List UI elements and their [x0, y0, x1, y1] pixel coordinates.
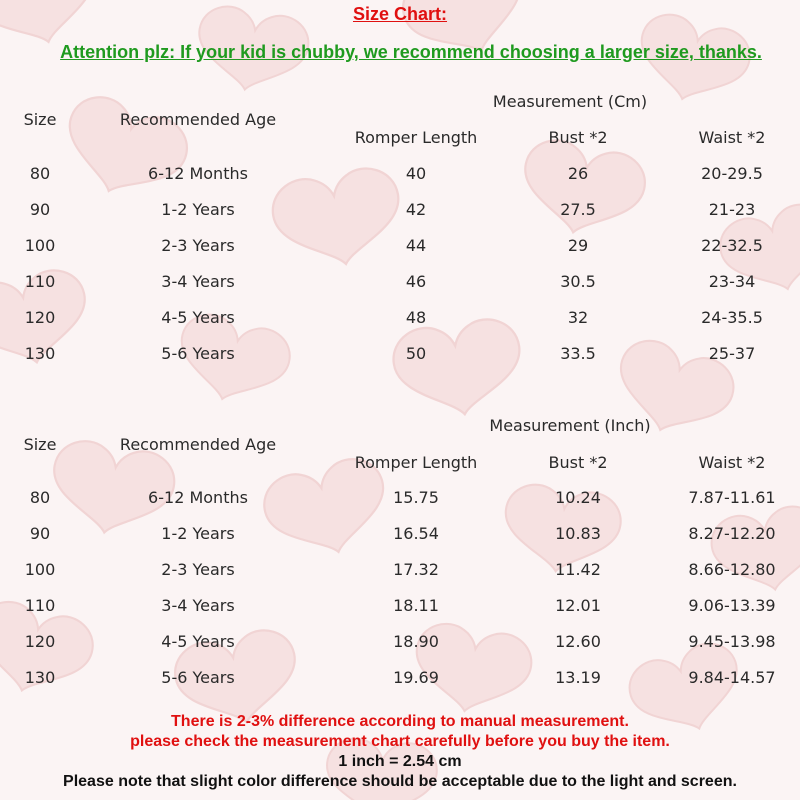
inch-length: 18.11: [393, 596, 439, 615]
cm-length: 48: [405, 308, 427, 327]
cm-waist: 21-23: [708, 200, 756, 219]
cm-age: 5-6 Years: [161, 344, 235, 363]
inch-waist: 7.87-11.61: [688, 488, 776, 507]
inch-waist: 8.27-12.20: [688, 524, 776, 543]
cm-waist: 24-35.5: [701, 308, 763, 327]
inch-bust: 10.83: [555, 524, 601, 543]
inch-header-length: Romper Length: [354, 453, 478, 472]
cm-length: 44: [405, 236, 427, 255]
inch-waist: 9.45-13.98: [688, 632, 776, 651]
inch-header-bust: Bust *2: [548, 453, 608, 472]
inch-bust: 12.60: [555, 632, 601, 651]
cm-header-waist: Waist *2: [698, 128, 766, 147]
cm-header-bust: Bust *2: [548, 128, 608, 147]
cm-bust: 33.5: [560, 344, 596, 363]
inch-age: 3-4 Years: [161, 596, 235, 615]
inch-waist: 8.66-12.80: [688, 560, 776, 579]
inch-waist: 9.06-13.39: [688, 596, 776, 615]
cm-header-age: Recommended Age: [119, 110, 277, 129]
inch-bust: 13.19: [555, 668, 601, 687]
cm-bust: 32: [567, 308, 589, 327]
inch-waist: 9.84-14.57: [688, 668, 776, 687]
cm-length: 46: [405, 272, 427, 291]
cm-size: 100: [24, 236, 56, 255]
cm-size: 80: [29, 164, 51, 183]
cm-length: 42: [405, 200, 427, 219]
note-color-difference: Please note that slight color difference should be acceptable due to the light and screen.: [63, 773, 737, 790]
cm-size: 120: [24, 308, 56, 327]
inch-size: 120: [24, 632, 56, 651]
inch-size: 100: [24, 560, 56, 579]
cm-age: 2-3 Years: [161, 236, 235, 255]
inch-header-age: Recommended Age: [119, 435, 277, 454]
inch-bust: 12.01: [555, 596, 601, 615]
inch-age: 4-5 Years: [161, 632, 235, 651]
inch-size: 90: [29, 524, 51, 543]
measurement-notes: [0, 712, 800, 792]
cm-size: 90: [29, 200, 51, 219]
cm-age: 4-5 Years: [161, 308, 235, 327]
cm-header-size: Size: [23, 110, 57, 129]
inch-bust: 11.42: [555, 560, 601, 579]
cm-size: 130: [24, 344, 56, 363]
cm-waist: 20-29.5: [701, 164, 763, 183]
cm-age: 1-2 Years: [161, 200, 235, 219]
cm-group-header: Measurement (Cm): [492, 92, 648, 111]
inch-age: 2-3 Years: [161, 560, 235, 579]
inch-length: 16.54: [393, 524, 439, 543]
cm-bust: 30.5: [560, 272, 596, 291]
note-check-chart: please check the measurement chart carefully before you buy the item.: [130, 733, 670, 750]
cm-length: 40: [405, 164, 427, 183]
inch-length: 15.75: [393, 488, 439, 507]
inch-header-waist: Waist *2: [698, 453, 766, 472]
inch-bust: 10.24: [555, 488, 601, 507]
cm-bust: 27.5: [560, 200, 596, 219]
inch-age: 1-2 Years: [161, 524, 235, 543]
page-title: Size Chart:: [352, 4, 448, 24]
inch-header-size: Size: [23, 435, 57, 454]
cm-waist: 22-32.5: [701, 236, 763, 255]
cm-length: 50: [405, 344, 427, 363]
note-difference: There is 2-3% difference according to manual measurement.: [171, 713, 629, 730]
inch-age: 5-6 Years: [161, 668, 235, 687]
inch-size: 110: [24, 596, 56, 615]
attention-notice: Attention plz: If your kid is chubby, we recommend choosing a larger size, thanks.: [60, 42, 762, 62]
cm-header-length: Romper Length: [354, 128, 478, 147]
cm-waist: 25-37: [708, 344, 756, 363]
inch-length: 19.69: [393, 668, 439, 687]
cm-age: 3-4 Years: [161, 272, 235, 291]
note-conversion: 1 inch = 2.54 cm: [338, 753, 462, 770]
inch-length: 17.32: [393, 560, 439, 579]
cm-bust: 29: [567, 236, 589, 255]
inch-size: 80: [29, 488, 51, 507]
cm-bust: 26: [567, 164, 589, 183]
cm-age: 6-12 Months: [148, 164, 248, 183]
cm-size: 110: [24, 272, 56, 291]
inch-length: 18.90: [393, 632, 439, 651]
inch-size: 130: [24, 668, 56, 687]
inch-group-header: Measurement (Inch): [489, 416, 651, 435]
inch-age: 6-12 Months: [148, 488, 248, 507]
cm-waist: 23-34: [708, 272, 756, 291]
